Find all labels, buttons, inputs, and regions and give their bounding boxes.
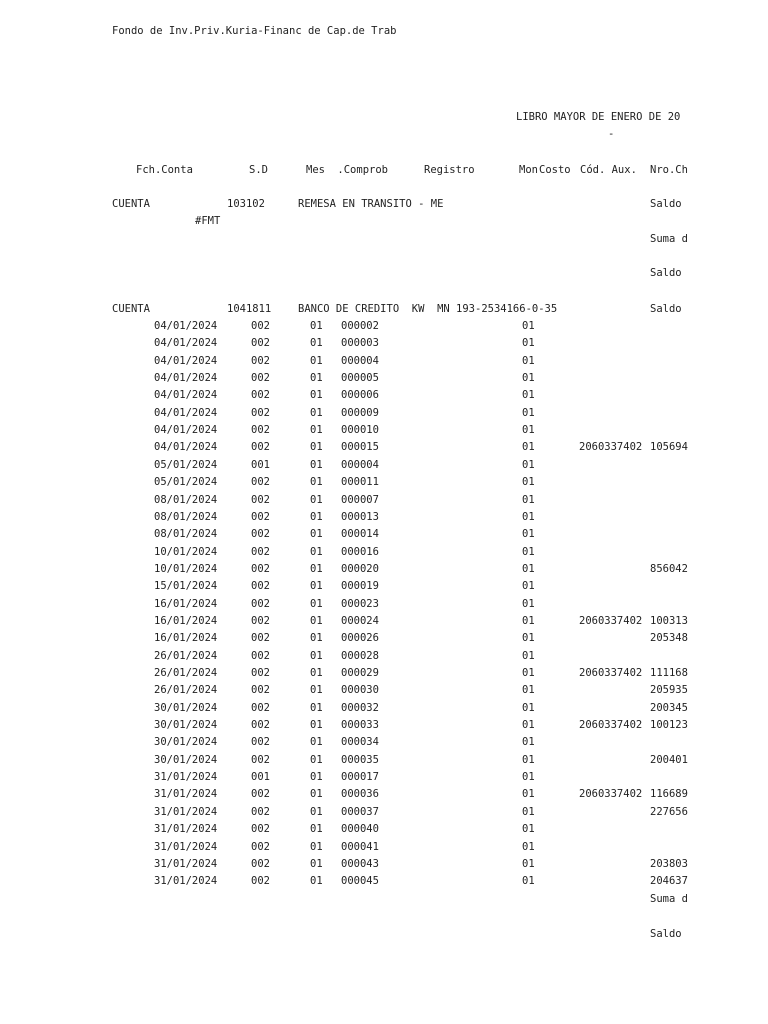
row-mes: 01 <box>310 598 323 610</box>
row-mon: 01 <box>522 667 535 679</box>
row-date: 05/01/2024 <box>154 459 218 471</box>
row-comprob: 000013 <box>341 511 379 523</box>
row-sd: 002 <box>251 702 270 714</box>
row-comprob: 000011 <box>341 476 379 488</box>
row-comprob: 000030 <box>341 684 379 696</box>
row-date: 26/01/2024 <box>154 684 218 696</box>
row-comprob: 000035 <box>341 754 379 766</box>
row-sd: 002 <box>251 754 270 766</box>
row-cod-aux: 2060337402 <box>579 719 643 731</box>
fmt-placeholder: #FMT <box>195 215 221 227</box>
header-comprob: Comprob. <box>337 164 388 176</box>
row-nro-ch: 205348 <box>650 632 688 644</box>
row-mes: 01 <box>310 355 323 367</box>
row-mon: 01 <box>522 615 535 627</box>
row-date: 30/01/2024 <box>154 736 218 748</box>
row-date: 15/01/2024 <box>154 580 218 592</box>
row-nro-ch: 100313 <box>650 615 688 627</box>
row-nro-ch: 200401 <box>650 754 688 766</box>
row-nro-ch: 205935 <box>650 684 688 696</box>
suma-label: Suma d <box>650 233 688 245</box>
row-sd: 002 <box>251 528 270 540</box>
row-mes: 01 <box>310 494 323 506</box>
account-label: CUENTA <box>112 198 150 210</box>
row-date: 31/01/2024 <box>154 823 218 835</box>
row-date: 31/01/2024 <box>154 875 218 887</box>
row-sd: 002 <box>251 806 270 818</box>
row-mes: 01 <box>310 702 323 714</box>
row-comprob: 000024 <box>341 615 379 627</box>
report-subtitle: - <box>608 128 615 140</box>
row-mon: 01 <box>522 580 535 592</box>
row-sd: 002 <box>251 424 270 436</box>
row-cod-aux: 2060337402 <box>579 441 643 453</box>
row-mes: 01 <box>310 719 323 731</box>
row-mes: 01 <box>310 684 323 696</box>
row-date: 04/01/2024 <box>154 372 218 384</box>
row-mon: 01 <box>522 736 535 748</box>
row-mes: 01 <box>310 563 323 575</box>
row-mes: 01 <box>310 546 323 558</box>
row-comprob: 000032 <box>341 702 379 714</box>
row-mes: 01 <box>310 875 323 887</box>
row-comprob: 000007 <box>341 494 379 506</box>
row-cod-aux: 2060337402 <box>579 615 643 627</box>
row-mes: 01 <box>310 632 323 644</box>
row-mon: 01 <box>522 372 535 384</box>
row-comprob: 000033 <box>341 719 379 731</box>
row-sd: 002 <box>251 580 270 592</box>
report-title: LIBRO MAYOR DE ENERO DE 20 <box>516 111 681 123</box>
header-fch-conta: Fch.Conta <box>136 164 193 176</box>
row-comprob: 000043 <box>341 858 379 870</box>
row-mes: 01 <box>310 337 323 349</box>
row-mon: 01 <box>522 684 535 696</box>
row-mon: 01 <box>522 632 535 644</box>
row-cod-aux: 2060337402 <box>579 788 643 800</box>
row-mon: 01 <box>522 320 535 332</box>
row-mes: 01 <box>310 788 323 800</box>
row-comprob: 000036 <box>341 788 379 800</box>
row-comprob: 000028 <box>341 650 379 662</box>
row-nro-ch: 856042 <box>650 563 688 575</box>
saldo-inicial-label: Saldo <box>650 198 682 210</box>
header-costo: Costo <box>539 164 571 176</box>
row-mon: 01 <box>522 546 535 558</box>
row-date: 30/01/2024 <box>154 719 218 731</box>
row-nro-ch: 204637 <box>650 875 688 887</box>
header-cod-aux: Cód. Aux. <box>580 164 637 176</box>
row-sd: 002 <box>251 875 270 887</box>
row-comprob: 000029 <box>341 667 379 679</box>
row-sd: 002 <box>251 511 270 523</box>
row-date: 08/01/2024 <box>154 494 218 506</box>
row-mes: 01 <box>310 580 323 592</box>
row-mes: 01 <box>310 528 323 540</box>
suma-label: Suma d <box>650 893 688 905</box>
row-nro-ch: 100123 <box>650 719 688 731</box>
row-mon: 01 <box>522 528 535 540</box>
row-sd: 002 <box>251 841 270 853</box>
row-sd: 002 <box>251 615 270 627</box>
saldo-final-label: Saldo <box>650 267 682 279</box>
row-mon: 01 <box>522 754 535 766</box>
row-sd: 002 <box>251 858 270 870</box>
row-date: 30/01/2024 <box>154 754 218 766</box>
row-sd: 002 <box>251 320 270 332</box>
row-mon: 01 <box>522 511 535 523</box>
row-sd: 002 <box>251 684 270 696</box>
row-sd: 002 <box>251 719 270 731</box>
row-comprob: 000034 <box>341 736 379 748</box>
row-comprob: 000014 <box>341 528 379 540</box>
row-comprob: 000037 <box>341 806 379 818</box>
saldo-inicial-label: Saldo <box>650 303 682 315</box>
row-sd: 001 <box>251 459 270 471</box>
row-date: 04/01/2024 <box>154 337 218 349</box>
row-comprob: 000004 <box>341 355 379 367</box>
row-comprob: 000040 <box>341 823 379 835</box>
row-date: 26/01/2024 <box>154 650 218 662</box>
row-mon: 01 <box>522 650 535 662</box>
row-mes: 01 <box>310 754 323 766</box>
row-sd: 002 <box>251 650 270 662</box>
row-comprob: 000006 <box>341 389 379 401</box>
row-comprob: 000003 <box>341 337 379 349</box>
row-mon: 01 <box>522 788 535 800</box>
row-date: 16/01/2024 <box>154 632 218 644</box>
row-comprob: 000010 <box>341 424 379 436</box>
row-mes: 01 <box>310 407 323 419</box>
row-date: 10/01/2024 <box>154 563 218 575</box>
row-comprob: 000023 <box>341 598 379 610</box>
row-mes: 01 <box>310 841 323 853</box>
row-mes: 01 <box>310 441 323 453</box>
row-mes: 01 <box>310 771 323 783</box>
row-comprob: 000020 <box>341 563 379 575</box>
row-mon: 01 <box>522 355 535 367</box>
header-mes: Mes <box>306 164 325 176</box>
header-registro: Registro <box>424 164 475 176</box>
row-date: 31/01/2024 <box>154 841 218 853</box>
row-sd: 002 <box>251 546 270 558</box>
row-date: 30/01/2024 <box>154 702 218 714</box>
row-cod-aux: 2060337402 <box>579 667 643 679</box>
row-date: 31/01/2024 <box>154 771 218 783</box>
row-mes: 01 <box>310 736 323 748</box>
row-comprob: 000009 <box>341 407 379 419</box>
account-number: 103102 <box>227 198 265 210</box>
row-date: 31/01/2024 <box>154 788 218 800</box>
row-date: 04/01/2024 <box>154 389 218 401</box>
row-sd: 002 <box>251 563 270 575</box>
row-mes: 01 <box>310 511 323 523</box>
row-sd: 002 <box>251 788 270 800</box>
row-date: 04/01/2024 <box>154 441 218 453</box>
row-mon: 01 <box>522 459 535 471</box>
row-mon: 01 <box>522 476 535 488</box>
saldo-final-label: Saldo <box>650 928 682 940</box>
account-name: BANCO DE CREDITO KW MN 193-2534166-0-35 <box>298 303 558 315</box>
account-name: REMESA EN TRANSITO - ME <box>298 198 444 210</box>
row-comprob: 000004 <box>341 459 379 471</box>
row-date: 16/01/2024 <box>154 615 218 627</box>
row-date: 31/01/2024 <box>154 806 218 818</box>
row-date: 08/01/2024 <box>154 511 218 523</box>
row-sd: 002 <box>251 632 270 644</box>
row-date: 16/01/2024 <box>154 598 218 610</box>
row-sd: 001 <box>251 771 270 783</box>
row-sd: 002 <box>251 389 270 401</box>
row-mon: 01 <box>522 719 535 731</box>
row-comprob: 000045 <box>341 875 379 887</box>
row-mes: 01 <box>310 615 323 627</box>
header-sd: S.D <box>249 164 268 176</box>
row-comprob: 000019 <box>341 580 379 592</box>
row-mes: 01 <box>310 372 323 384</box>
row-mes: 01 <box>310 424 323 436</box>
row-mes: 01 <box>310 858 323 870</box>
row-sd: 002 <box>251 736 270 748</box>
row-date: 31/01/2024 <box>154 858 218 870</box>
row-comprob: 000005 <box>341 372 379 384</box>
row-mes: 01 <box>310 320 323 332</box>
row-mon: 01 <box>522 563 535 575</box>
row-sd: 002 <box>251 441 270 453</box>
row-sd: 002 <box>251 476 270 488</box>
row-sd: 002 <box>251 372 270 384</box>
row-mon: 01 <box>522 875 535 887</box>
row-date: 05/01/2024 <box>154 476 218 488</box>
row-sd: 002 <box>251 823 270 835</box>
row-comprob: 000002 <box>341 320 379 332</box>
row-mes: 01 <box>310 650 323 662</box>
row-mes: 01 <box>310 667 323 679</box>
row-mes: 01 <box>310 823 323 835</box>
row-nro-ch: 105694 <box>650 441 688 453</box>
row-comprob: 000041 <box>341 841 379 853</box>
row-mon: 01 <box>522 823 535 835</box>
row-mon: 01 <box>522 407 535 419</box>
row-sd: 002 <box>251 407 270 419</box>
row-mon: 01 <box>522 702 535 714</box>
row-mon: 01 <box>522 441 535 453</box>
row-sd: 002 <box>251 355 270 367</box>
row-mes: 01 <box>310 389 323 401</box>
row-mon: 01 <box>522 424 535 436</box>
row-mon: 01 <box>522 841 535 853</box>
row-mes: 01 <box>310 459 323 471</box>
row-nro-ch: 200345 <box>650 702 688 714</box>
account-number: 1041811 <box>227 303 272 315</box>
row-date: 04/01/2024 <box>154 320 218 332</box>
row-nro-ch: 111168 <box>650 667 688 679</box>
row-comprob: 000016 <box>341 546 379 558</box>
row-mon: 01 <box>522 598 535 610</box>
row-sd: 002 <box>251 667 270 679</box>
row-mon: 01 <box>522 858 535 870</box>
row-mon: 01 <box>522 337 535 349</box>
row-comprob: 000015 <box>341 441 379 453</box>
row-mon: 01 <box>522 771 535 783</box>
row-date: 10/01/2024 <box>154 546 218 558</box>
row-mes: 01 <box>310 476 323 488</box>
row-date: 04/01/2024 <box>154 407 218 419</box>
row-date: 04/01/2024 <box>154 424 218 436</box>
row-mes: 01 <box>310 806 323 818</box>
row-comprob: 000026 <box>341 632 379 644</box>
row-sd: 002 <box>251 598 270 610</box>
row-nro-ch: 203803 <box>650 858 688 870</box>
row-sd: 002 <box>251 494 270 506</box>
header-mon: Mon <box>519 164 538 176</box>
row-comprob: 000017 <box>341 771 379 783</box>
row-date: 04/01/2024 <box>154 355 218 367</box>
account-label: CUENTA <box>112 303 150 315</box>
row-date: 26/01/2024 <box>154 667 218 679</box>
row-date: 08/01/2024 <box>154 528 218 540</box>
row-nro-ch: 227656 <box>650 806 688 818</box>
row-mon: 01 <box>522 494 535 506</box>
fund-name: Fondo de Inv.Priv.Kuria-Financ de Cap.de Trab <box>112 25 397 37</box>
header-nro-ch: Nro.Ch <box>650 164 688 176</box>
row-sd: 002 <box>251 337 270 349</box>
row-nro-ch: 116689 <box>650 788 688 800</box>
row-mon: 01 <box>522 389 535 401</box>
row-mon: 01 <box>522 806 535 818</box>
